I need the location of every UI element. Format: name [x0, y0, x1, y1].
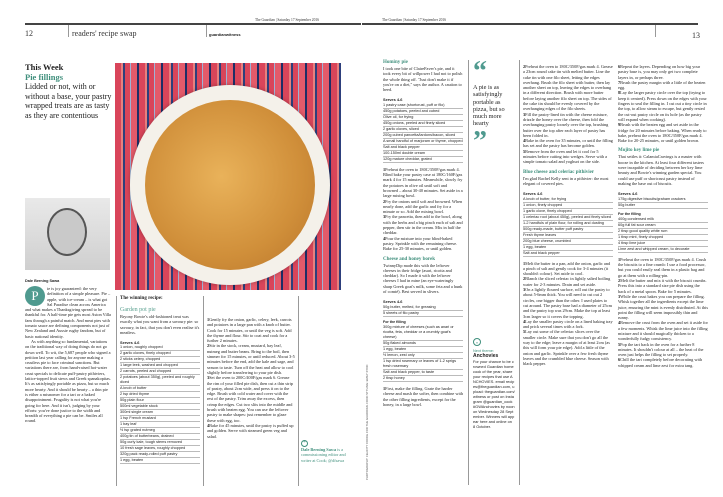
- recipe-title: Mojito key lime pie: [618, 148, 660, 154]
- ingredient-item: 2 potatoes (about 350g), peeled and roughly diced: [120, 375, 200, 386]
- step-text: Fry the pancetta, then add to the bowl, along with the herbs and a big pinch each of salt and pepper, then stir in the cream. Mix in half the cheddar.: [383, 214, 463, 236]
- method-step: [618, 90, 708, 122]
- step-number: 3: [523, 287, 526, 293]
- ingredient-item: 2 garlic cloves, finely chopped: [120, 351, 200, 357]
- step-number: 1: [383, 385, 386, 391]
- recipe-intro: Bryony Bowie's old-fashioned treat was exactly what you want from a savoury pie: so savoury, in fact, that you don't even realise it's meatless.: [120, 314, 200, 335]
- ingredient-item: 1 onion, finely chopped: [523, 203, 613, 209]
- divider: [519, 60, 520, 485]
- ingredient-item: Salt and black pepper: [523, 251, 613, 257]
- header-rule: [362, 23, 698, 25]
- intro-text: [25, 286, 111, 424]
- ingredient-item: A knob of butter, for frying: [523, 197, 613, 203]
- step-text: Bake for 45 minutes, until the pastry is puffed up and golden. Serve with steamed green veg and salad.: [207, 422, 294, 439]
- subsection-label: For the filling: [618, 211, 641, 216]
- method-step: [523, 287, 613, 319]
- ingredient-item: 450g potatoes, peeled and cubed: [383, 109, 463, 115]
- step-number: 2: [618, 278, 621, 284]
- step-text: Stir in the stock, cream, mustard, bay leaf, nutmeg and butter beans. Bring to the boil, then simmer for 15 minutes, or until reduced. About 3-5 minutes before the end, add the kale and sage, and season to taste. Turn off the heat and allow to cool slightly before transferring to your pie dish.: [207, 343, 295, 375]
- divider: [655, 25, 656, 37]
- step-text: Bake in the oven for 35 minutes, or until the filling has set and the pastry has become golden.: [523, 138, 613, 149]
- method-steps: [207, 317, 295, 439]
- recipe-label: The winning recipe:: [120, 296, 163, 301]
- step-number: 5: [523, 148, 526, 154]
- page-date: The Guardian | Saturday 17 September 2016: [382, 18, 446, 22]
- author-note: [301, 440, 346, 463]
- chevron-right-icon: »: [473, 338, 481, 346]
- divider: [298, 296, 299, 486]
- ingredient-item: 200g blue cheese, crumbled: [523, 239, 613, 245]
- method-step: [618, 64, 708, 80]
- serves-label: Serves 4-6: [523, 191, 543, 197]
- ingredient-item: 300g mixture of cheeses (such as anari or ricotta, feta, cheddar or a crumbly goat's cheese): [383, 325, 463, 341]
- step-text: Repeat the layers. Depending on how big your pastry base is, you may only get two complete layers in, or perhaps three.: [618, 64, 701, 80]
- step-number: 1: [523, 260, 526, 266]
- step-text: Pour the mixture into your blind-baked pastry. Sprinkle with the remaining cheese. Bake for 25-30 minutes, or until golden.: [383, 235, 458, 252]
- method-steps: [383, 167, 463, 252]
- step-number: 5: [523, 329, 526, 335]
- step-text: Gently fry the onion, garlic, celery, leek, carrots and potatoes in a large pan with a knob of butter. Cook for 15 minutes, or until the veg is soft. Add the thyme and flour. Stir to coat and cook for a further 2 minutes.: [207, 317, 292, 344]
- step-text: Melt the butter and mix it with the biscuit crumbs. Press this into a standard size pie dish using the back of a metal spoon. Bake for 5 minutes.: [618, 278, 707, 294]
- step-text: Lay the larger pastry circle over the top (trying to keep it centred). Press down on the edges with your fingers to seal the filling in. I cut out a tiny circle in the top, to allow steam to escape, but gently rested the cut-out pastry circle on its hole (as the pastry will expand when cooking).: [618, 90, 707, 122]
- method-steps: [618, 64, 708, 143]
- step-text: Remove the crust from the oven and set it aside for a few moments. Whisk the lime juice into the filling mixture and it should magically thicken to a wonderfully fudgy consistency.: [618, 320, 708, 342]
- method-step: [523, 138, 613, 149]
- ingredient-item: 50g curly kale, tough stems removed: [120, 440, 200, 446]
- ingredient-item: 1 garlic clove, finely chopped: [523, 209, 613, 215]
- step-text: First, make the filling. Grate the harder cheese and mash the softer, then combine with the other filling ingredients, except for the honey, in a large bowl.: [383, 385, 464, 407]
- method-step: [207, 343, 295, 375]
- open-quote-icon: “: [473, 56, 487, 87]
- ingredient-item: 500ml vegetable stock: [120, 404, 200, 410]
- step-number: 2: [207, 343, 210, 349]
- method-step: [618, 80, 708, 91]
- topic: Pie fillings: [25, 71, 64, 82]
- winning-recipe-method: [207, 313, 295, 439]
- method-step: [523, 64, 613, 112]
- method-step: [618, 278, 708, 294]
- intro-paragraph: ie is joy guaranteed: the very definition of a simple pleasure. Pie – apple, with ice-cream – is what got Sal Paradise clean across America and what makes a Thanksgiving spread to be thankful for. A half-time pie gets most Aston Villa fans through a painful match. And meat pies with tomato sauce are defining components not just of New Zealand and Aussie rugby fandom, but of basic national identity.: [25, 286, 111, 339]
- step-number: 1: [618, 256, 621, 262]
- step-text: Remove from the oven and let it cool for 5 minutes before cutting into wedges. Serve with a simple tomato salad and yoghurt on the side.: [523, 148, 608, 165]
- step-text: On a lightly floured surface, roll out the pastry to about 5-6mm thick. You will need to cut out 2 circles, one bigger than the other. I used plates to cut around. The pastry base had a diameter of 25cm and the pastry top was 29cm. Make the top at least 3cm larger so it covers the topping.: [523, 287, 612, 319]
- ingredient-item: 1 egg, beaten: [383, 347, 463, 353]
- method-steps: [523, 261, 613, 367]
- recipe-intro: I took one bite of ClaireFaver's pie, and it took every bit of willpower I had not to polish the whole thing off. "Just don't make it if you're on a diet," says the author. A caution to heed.: [383, 66, 463, 93]
- step-number: 8: [618, 90, 621, 96]
- step-number: 3: [523, 111, 526, 117]
- ingredient-item: 1 tbsp mint, finely chopped: [618, 235, 708, 241]
- method-step: [618, 357, 708, 368]
- ingredient-item: 50g plain flour: [120, 398, 200, 404]
- drop-cap: P: [25, 286, 45, 306]
- ingredient-item: 60g full fat sour cream: [618, 223, 708, 229]
- method-step: [523, 261, 613, 277]
- ingredient-item: Lime zest and whipped cream, to decorate: [618, 247, 708, 253]
- ingredient-item: 50g flaked almonds: [383, 341, 463, 347]
- ingredient-item: 1 pastry case (shortcrust, puff or filo): [383, 103, 463, 109]
- ingredient-item: ½ tsp grated nutmeg: [120, 428, 200, 434]
- ingredient-item: A small handful of marjoram or thyme, chopped: [383, 138, 463, 143]
- ingredient-item: 2 tbsp honey: [383, 376, 463, 382]
- kicker: This Week: [25, 62, 64, 72]
- step-number: 7: [618, 79, 621, 85]
- step-text: Brush the pastry margin with a little of the beaten egg.: [618, 79, 706, 91]
- ingredient-item: 300ml single cream: [120, 410, 200, 416]
- step-number: 6: [618, 64, 621, 69]
- subsection-label: For the filling: [383, 319, 406, 324]
- method-steps: [383, 386, 463, 407]
- recipe-intro: TwinnyDip made this with the leftover cheeses in their fridge (asari, ricotta and cheddar). So I made it with the leftover cheeses I had in mine (an eye-wateringly sharp Greek goat's milk, some feta and a hunk of comté). Best served in slivers.: [383, 262, 463, 295]
- step-text: Melt the butter in a pan, add the onion, garlic and a pinch of salt and gently cook for 3-4 minutes (it shouldn't colour). Set aside to cool.: [523, 260, 611, 277]
- ingredient-item: 500g ready-made, butter puff pastry: [523, 227, 613, 233]
- recipe-title: Blue cheese and celeriac pithivier: [523, 169, 595, 175]
- step-number: 5: [618, 341, 621, 347]
- ingredient-item: A knob of butter: [120, 386, 200, 392]
- method-step: [618, 122, 708, 143]
- step-text: Fry the onions until soft and browned. When nearly done, add the garlic and fry for a minute or so. Add the mixing bowl.: [383, 198, 463, 215]
- step-text: Chill the tart completely before decorating with whipped cream and lime zest for extra tang.: [618, 357, 703, 368]
- method-step: [523, 112, 613, 138]
- serves-label: Serves 4-6: [383, 97, 403, 103]
- borek-pithivier-column: [523, 60, 613, 366]
- ingredient-item: 1 large leek, washed and chopped: [120, 363, 200, 369]
- step-number: 1: [383, 166, 386, 172]
- recipe-title: Cheese and honey borek: [383, 256, 435, 262]
- method-step: [618, 294, 708, 320]
- pull-quote: [473, 56, 515, 157]
- pithivier-mojito-column: [618, 60, 708, 368]
- ingredient-item: 400g condensed milk: [618, 217, 708, 223]
- method-step: [207, 317, 295, 343]
- method-step: [207, 375, 295, 423]
- step-number: 9: [618, 122, 621, 128]
- serves-label: Serves 4-6: [120, 340, 140, 346]
- ingredient-item: 2 carrots, peeled and chopped: [120, 369, 200, 375]
- ingredient-item: 1 egg, beaten: [523, 245, 613, 251]
- step-number: 4: [523, 318, 526, 324]
- photo-credit: PHOTOGRAPHY: FELICITY COOKE FOR THE GUARDIAN. FOOD STYLING: EMILY KYDD: [365, 364, 369, 480]
- ingredient-item: 1 bay leaf: [120, 422, 200, 428]
- method-step: [523, 319, 613, 330]
- ingredient-item: 1-2 handfuls of plain flour, for rolling and dusting: [523, 221, 613, 227]
- method-step: [383, 236, 463, 252]
- step-text: Lay the smaller pastry circle on a lined baking tray and prick several times with a fork.: [523, 318, 613, 330]
- pie-photo: [115, 63, 341, 290]
- ingredient-item: 1 tsp French mustard: [120, 416, 200, 422]
- headline: [25, 63, 113, 120]
- step-number: 2: [523, 276, 526, 282]
- section-title: readers' recipe swap: [72, 29, 137, 38]
- method-step: [383, 214, 463, 235]
- serves-label: Serves 4-6: [618, 191, 638, 197]
- step-number: 3: [207, 375, 210, 381]
- ingredient-item: 400g tin of butterbeans, drained: [120, 434, 200, 440]
- divider: [468, 60, 469, 485]
- ingredient-item: 1 tsp dried rosemary or leaves of 1-2 sprigs fresh rosemary: [383, 359, 463, 370]
- serves-label: Serves 4-6: [383, 299, 403, 305]
- step-text: Set the oven to 200C/400F/gas mark 6. Grease the rim of your filled pie dish, then cut a thin strip of pastry, about 2cm wide, and press it on to the edge. Brush with cold water and cover with the rest of the pastry. Trim away the excess, then crimp the edges. Cut two slits into the middle and brush with beaten egg. You can use the leftover pastry to make shapes: just remember to glaze these with egg, too.: [207, 375, 293, 423]
- step-number: 3: [618, 293, 621, 299]
- step-number: 2: [383, 198, 386, 204]
- next-theme-text: For your chance to be crowned Guardian home cook of the year, share your recipes that use ANCHOVIES. email recipes@theguardian.com, upload: theguardian.com/witness or post on Instagram @guardian_cook #GWAnchovies by noon on Wednesday 28 September. Winners will appear here and online on 8 October.: [473, 359, 515, 429]
- ingredient-item: 1 onion, roughly chopped: [120, 345, 200, 351]
- ingredient-item: 100-150ml double cream: [383, 151, 463, 157]
- winning-recipe: [120, 296, 200, 464]
- method-step: [523, 276, 613, 287]
- method-step: [523, 149, 613, 165]
- method-steps: [523, 64, 613, 165]
- hominy-pie-column: [383, 60, 463, 407]
- ingredient-item: 10 fresh sage leaves, roughly chopped: [120, 446, 200, 452]
- step-number: 4: [383, 235, 386, 241]
- close-quote-icon: ”: [473, 125, 487, 157]
- ingredient-item: 2 tbsp good quality white rum: [618, 229, 708, 235]
- method-steps: [618, 257, 708, 368]
- method-step: [618, 257, 708, 278]
- method-step: [383, 167, 463, 199]
- next-theme-title: Anchovies: [473, 353, 499, 359]
- byline: Dale Berning Sawa: [25, 279, 60, 283]
- ingredient-item: 50g butter, melted, for greasing: [383, 305, 463, 311]
- author-bio: is a commissioning editor and writer at Cook; @dfsawa: [301, 447, 346, 463]
- step-text: Fill the pastry-lined tin with the cheese mixture, drizzle the honey over the cheese, then fold the overhanging pastry loosely over the top, brushing butter over the top after each layer of pastry has been folded in.: [523, 111, 609, 138]
- recipe-title: Garden pot pie: [120, 307, 156, 313]
- step-text: Preheat the oven to 180C/350F/gas mark 4. Blind bake your pastry case at 180C/160F/gas mark 4 for 15 minutes. Meanwhile, slowly fry the potatoes in olive oil until soft and browned – about 30-40 minutes. Set aside in a large mixing bowl.: [383, 166, 463, 199]
- ingredient-item: 175g digestive biscuits/graham crackers: [618, 197, 708, 203]
- ingredient-item: 5 sheets of filo pastry: [383, 311, 463, 317]
- ingredient-item: 2 tsp dried thyme: [120, 392, 200, 398]
- step-number: 4: [523, 138, 526, 144]
- page-number: 12: [25, 29, 33, 38]
- step-text: Preheat the oven to 180C/350F/gas mark 4. Crush the biscuits to a fine crumb: I use a food processor, but you could easily seal them in a plastic bag and go at them with a rolling-pin.: [618, 256, 707, 278]
- ingredient-item: Fresh thyme leaves: [523, 233, 613, 239]
- ingredient-item: 1 egg, beaten: [120, 458, 200, 464]
- next-theme-label: Next theme:: [473, 348, 494, 353]
- brand-logo: guardianwitness: [209, 32, 241, 37]
- method-step: [383, 199, 463, 215]
- method-step: [618, 320, 708, 341]
- ingredient-item: 2 garlic cloves, sliced: [383, 127, 463, 133]
- page-date: The Guardian | Saturday 17 September 2016: [255, 18, 319, 22]
- next-theme: [473, 338, 515, 429]
- ingredient-item: ½ lemon, zest only: [383, 353, 463, 359]
- step-text: Lay out some of the celeriac slices over the smaller circle. Make sure that you don't go all the way to the edge; leave a margin of at least 2cm (as this will form your pie edge). Add a little of the onion and garlic. Sprinkle over a few fresh thyme leaves and the crumbled blue cheese. Season with black pepper.: [523, 329, 610, 367]
- step-number: 4: [207, 422, 210, 428]
- deck: Lidded or not, with or without a base, your pastry wrapped treats are as tasty as they are contentious: [25, 82, 112, 120]
- step-text: Brush with the beaten egg and set aside in the fridge for 20 minutes before baking. When ready to bake, preheat the oven to 180C/350F/gas mark 4. Bake for 20-25 minutes, or until golden brown.: [618, 122, 707, 144]
- ingredient-item: 320g pack ready-rolled puff pastry: [120, 452, 200, 458]
- ingredient-item: 1 celeriac root (about 450g), peeled and finely sliced: [523, 214, 612, 219]
- step-number: 2: [523, 64, 526, 69]
- ingredient-item: Olive oil, for frying: [383, 115, 463, 121]
- page-number: 13: [692, 31, 700, 40]
- author-photo: [25, 198, 110, 270]
- ingredient-item: 2 sticks celery, chopped: [120, 357, 200, 363]
- method-step: [207, 423, 295, 439]
- step-text: Pop the tart back in the oven for a further 8 minutes. It shouldn't colour at all – the heat of the oven just helps the filling to set properly.: [618, 341, 704, 358]
- method-step: [383, 386, 463, 407]
- divider: [206, 25, 207, 37]
- divider: [68, 25, 69, 37]
- recipe-intro: I'm glad Rachel Kelly sent in a pithivier: the most elegant of covered pies.: [523, 175, 609, 186]
- recipe-title: Hominy pie: [383, 60, 408, 65]
- header-rule: [25, 23, 361, 25]
- step-number: 4: [618, 320, 621, 326]
- ingredient-item: 200g cubed pancetta/lardons/bacon, sliced: [383, 133, 463, 139]
- ingredient-item: 50g butter: [618, 203, 708, 209]
- ingredient-item: Salt and black pepper, to taste: [383, 370, 463, 376]
- step-text: Blanch the sliced celeriac in lightly salted boiling water for 2-3 minutes. Drain and set aside.: [523, 276, 611, 287]
- recipe-intro: That settles it: CalamiaCravings is a master with booze in the kitchen. At least four different tasters were incapable of deciding between her key lime beauty and Bowie's winning garden special. You could use puff or shortcrust pastry instead of making the base out of biscuits.: [618, 154, 704, 186]
- step-number: 1: [207, 317, 210, 322]
- step-text: While the crust bakes you can prepare the filling. Whisk together all the ingredients except the lime juice, ensuring the mint is evenly distributed. At this point the filling will seem impossibly thin and runny.: [618, 293, 708, 321]
- method-step: [618, 342, 708, 358]
- step-text: Preheat the oven to 180C/350F/gas mark 4. Grease a 23cm round cake tin with melted butter. Line the cake tin with one filo sheet, letting the edges overhang. Brush the filo sheet with butter, then lay another sheet on top, leaving the edges to overhang in a different direction. Brush with more butter before laying another filo sheet on top. The sides of the cake tin should be evenly covered by the overhanging edges of the filo sheets.: [523, 64, 613, 112]
- asterisk-icon: *: [301, 440, 308, 447]
- divider: [116, 296, 117, 486]
- intro-paragraph: As with anything so fundamental, variations on the traditional way of doing things do not go down well. To wit, the 5,687 people who signed a petition last year calling for anyone making a crustless pie to face criminal sanctions. But variations there are, from hand-raised hot-water crust specials to delicate puff-pastry pithiviers, lattice-topped fruit stews and Greek spanakopitas. It's as satisfyingly portable as pizza, but so much more hearty. And it should be hearty – a thin pie is either a misnomer for a tart or a baked disappointment. Frugality is not what you're going for here. And it isn't, judging by your efforts: you've done justice to the width and breadth of everything a pie can be. Smiles all round.: [25, 338, 111, 424]
- divider: [203, 296, 204, 486]
- method-step: [523, 329, 613, 366]
- ingredient-item: Salt and black pepper: [383, 145, 463, 151]
- author-name: Dale Berning Sawa: [301, 447, 337, 452]
- step-number: 6: [618, 357, 621, 363]
- quote-text: A pie is as satisfyingly portable as pizza, but so much more hearty: [473, 84, 505, 128]
- ingredient-item: 4 tbsp lime juice: [618, 241, 708, 247]
- ingredient-item: 120g mature cheddar, grated: [383, 157, 463, 163]
- ingredient-item: 450g onions, peeled and finely sliced: [383, 121, 463, 127]
- step-number: 3: [383, 214, 386, 220]
